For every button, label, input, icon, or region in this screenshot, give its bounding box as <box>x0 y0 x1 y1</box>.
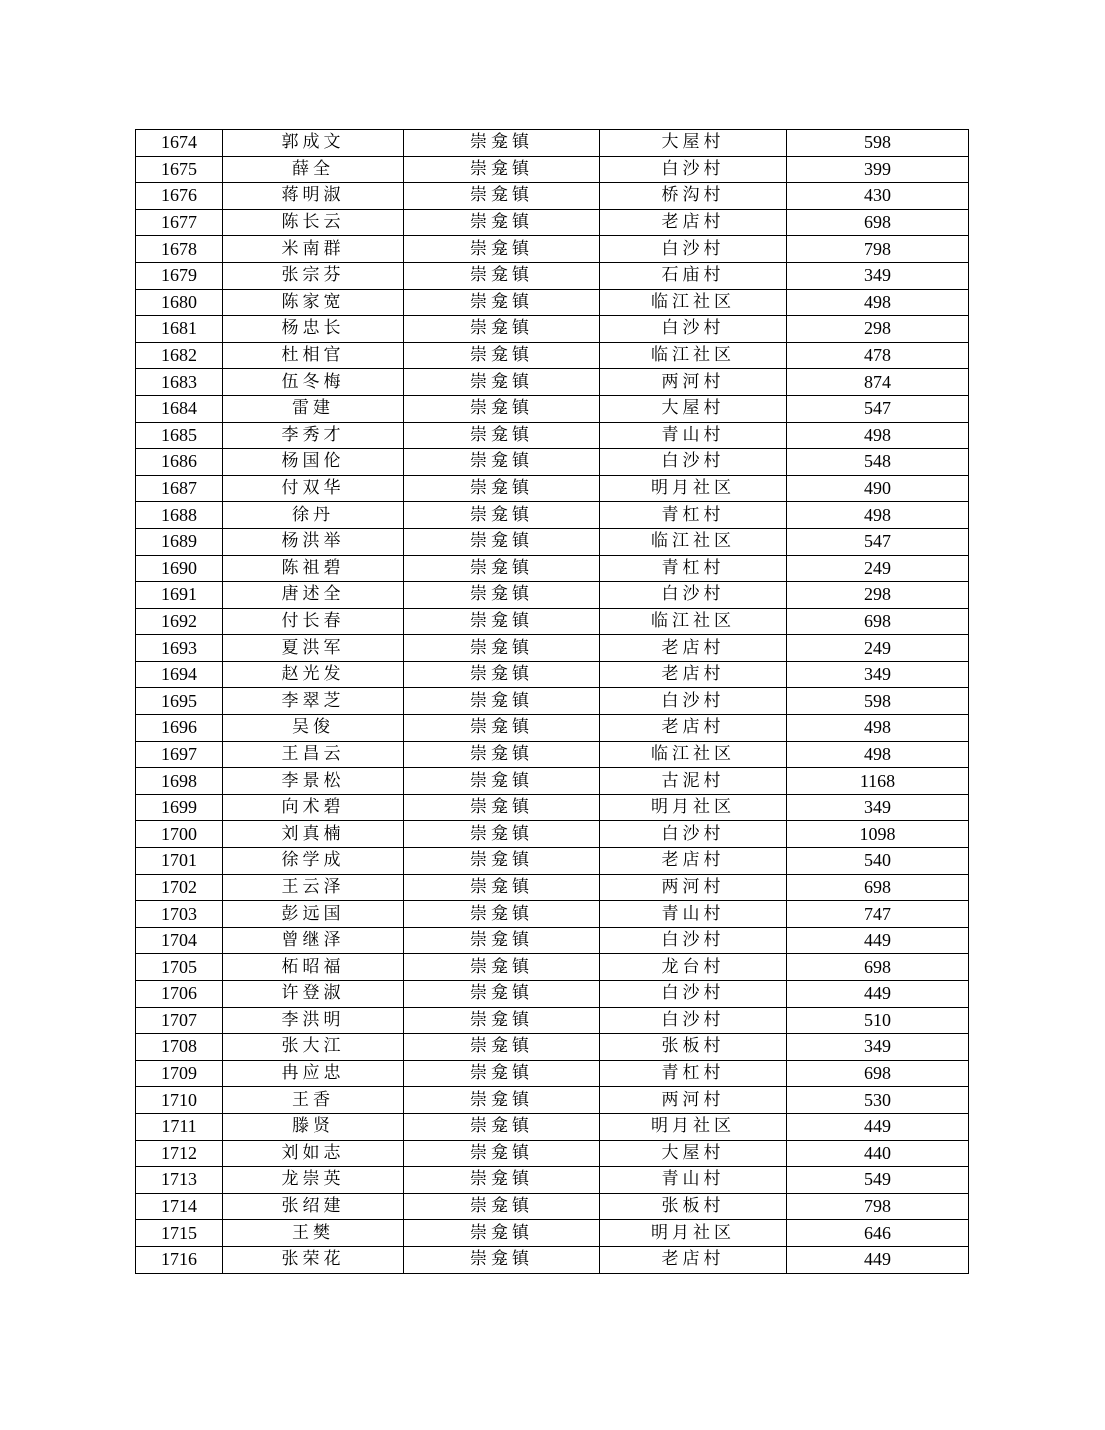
village-cell: 白沙村 <box>600 236 787 263</box>
village-cell: 白沙村 <box>600 1007 787 1034</box>
town-cell: 崇龛镇 <box>404 236 600 263</box>
table-row <box>136 475 969 502</box>
person-name-cell: 郭成文 <box>223 130 404 157</box>
village-cell: 大屋村 <box>600 130 787 157</box>
town-cell: 崇龛镇 <box>404 1246 600 1273</box>
village-cell: 石庙村 <box>600 262 787 289</box>
table-row <box>136 821 969 848</box>
person-name-cell: 李翠芝 <box>223 688 404 715</box>
village-cell: 两河村 <box>600 874 787 901</box>
table-row <box>136 183 969 210</box>
person-name-cell: 米南群 <box>223 236 404 263</box>
row-number-cell: 1687 <box>136 475 223 502</box>
table-row <box>136 981 969 1008</box>
row-number-cell: 1697 <box>136 741 223 768</box>
row-number-cell: 1715 <box>136 1220 223 1247</box>
table-row <box>136 848 969 875</box>
village-cell: 龙台村 <box>600 954 787 981</box>
row-number-cell: 1708 <box>136 1034 223 1061</box>
row-number-cell: 1674 <box>136 130 223 157</box>
table-body <box>136 130 969 1274</box>
table-row <box>136 1034 969 1061</box>
amount-cell: 498 <box>787 502 969 529</box>
amount-cell: 598 <box>787 688 969 715</box>
village-cell: 白沙村 <box>600 156 787 183</box>
village-cell: 临江社区 <box>600 528 787 555</box>
amount-cell: 449 <box>787 927 969 954</box>
person-name-cell: 杨忠长 <box>223 316 404 343</box>
row-number-cell: 1694 <box>136 661 223 688</box>
amount-cell: 698 <box>787 209 969 236</box>
row-number-cell: 1696 <box>136 715 223 742</box>
person-name-cell: 王香 <box>223 1087 404 1114</box>
town-cell: 崇龛镇 <box>404 768 600 795</box>
row-number-cell: 1682 <box>136 342 223 369</box>
town-cell: 崇龛镇 <box>404 1113 600 1140</box>
amount-cell: 698 <box>787 954 969 981</box>
town-cell: 崇龛镇 <box>404 661 600 688</box>
village-cell: 古泥村 <box>600 768 787 795</box>
row-number-cell: 1704 <box>136 927 223 954</box>
person-name-cell: 付双华 <box>223 475 404 502</box>
table-row <box>136 1167 969 1194</box>
row-number-cell: 1692 <box>136 608 223 635</box>
table-row <box>136 901 969 928</box>
town-cell: 崇龛镇 <box>404 342 600 369</box>
town-cell: 崇龛镇 <box>404 688 600 715</box>
table-row <box>136 316 969 343</box>
person-name-cell: 陈祖碧 <box>223 555 404 582</box>
village-cell: 青山村 <box>600 1167 787 1194</box>
town-cell: 崇龛镇 <box>404 316 600 343</box>
person-name-cell: 徐学成 <box>223 848 404 875</box>
row-number-cell: 1688 <box>136 502 223 529</box>
amount-cell: 399 <box>787 156 969 183</box>
table-row <box>136 528 969 555</box>
person-name-cell: 薛全 <box>223 156 404 183</box>
town-cell: 崇龛镇 <box>404 635 600 662</box>
town-cell: 崇龛镇 <box>404 528 600 555</box>
table-row <box>136 1246 969 1273</box>
town-cell: 崇龛镇 <box>404 1007 600 1034</box>
table-row <box>136 1060 969 1087</box>
table-row <box>136 1087 969 1114</box>
town-cell: 崇龛镇 <box>404 927 600 954</box>
town-cell: 崇龛镇 <box>404 1060 600 1087</box>
town-cell: 崇龛镇 <box>404 715 600 742</box>
row-number-cell: 1683 <box>136 369 223 396</box>
person-name-cell: 李景松 <box>223 768 404 795</box>
table-row <box>136 954 969 981</box>
amount-cell: 698 <box>787 608 969 635</box>
person-name-cell: 龙崇英 <box>223 1167 404 1194</box>
village-cell: 白沙村 <box>600 449 787 476</box>
person-name-cell: 刘真楠 <box>223 821 404 848</box>
row-number-cell: 1677 <box>136 209 223 236</box>
town-cell: 崇龛镇 <box>404 954 600 981</box>
village-cell: 明月社区 <box>600 1220 787 1247</box>
person-name-cell: 吴俊 <box>223 715 404 742</box>
person-name-cell: 陈长云 <box>223 209 404 236</box>
row-number-cell: 1703 <box>136 901 223 928</box>
amount-cell: 646 <box>787 1220 969 1247</box>
amount-cell: 349 <box>787 262 969 289</box>
table-row <box>136 449 969 476</box>
amount-cell: 547 <box>787 528 969 555</box>
person-name-cell: 王樊 <box>223 1220 404 1247</box>
person-name-cell: 徐丹 <box>223 502 404 529</box>
row-number-cell: 1695 <box>136 688 223 715</box>
row-number-cell: 1675 <box>136 156 223 183</box>
person-name-cell: 唐述全 <box>223 582 404 609</box>
town-cell: 崇龛镇 <box>404 1034 600 1061</box>
village-cell: 白沙村 <box>600 927 787 954</box>
town-cell: 崇龛镇 <box>404 156 600 183</box>
row-number-cell: 1701 <box>136 848 223 875</box>
amount-cell: 449 <box>787 981 969 1008</box>
amount-cell: 298 <box>787 316 969 343</box>
row-number-cell: 1705 <box>136 954 223 981</box>
table-row <box>136 262 969 289</box>
town-cell: 崇龛镇 <box>404 289 600 316</box>
row-number-cell: 1698 <box>136 768 223 795</box>
village-cell: 明月社区 <box>600 475 787 502</box>
village-cell: 临江社区 <box>600 289 787 316</box>
person-name-cell: 向术碧 <box>223 794 404 821</box>
table-row <box>136 635 969 662</box>
town-cell: 崇龛镇 <box>404 608 600 635</box>
amount-cell: 598 <box>787 130 969 157</box>
town-cell: 崇龛镇 <box>404 209 600 236</box>
amount-cell: 349 <box>787 661 969 688</box>
table-row <box>136 236 969 263</box>
village-cell: 临江社区 <box>600 608 787 635</box>
table-row <box>136 1220 969 1247</box>
town-cell: 崇龛镇 <box>404 449 600 476</box>
amount-cell: 430 <box>787 183 969 210</box>
row-number-cell: 1689 <box>136 528 223 555</box>
town-cell: 崇龛镇 <box>404 1167 600 1194</box>
table-row <box>136 1140 969 1167</box>
row-number-cell: 1710 <box>136 1087 223 1114</box>
amount-cell: 1098 <box>787 821 969 848</box>
town-cell: 崇龛镇 <box>404 1087 600 1114</box>
town-cell: 崇龛镇 <box>404 1220 600 1247</box>
person-name-cell: 刘如志 <box>223 1140 404 1167</box>
table-row <box>136 582 969 609</box>
village-cell: 明月社区 <box>600 1113 787 1140</box>
village-cell: 白沙村 <box>600 582 787 609</box>
row-number-cell: 1685 <box>136 422 223 449</box>
person-name-cell: 夏洪军 <box>223 635 404 662</box>
person-name-cell: 张大江 <box>223 1034 404 1061</box>
village-cell: 明月社区 <box>600 794 787 821</box>
village-cell: 张板村 <box>600 1193 787 1220</box>
town-cell: 崇龛镇 <box>404 369 600 396</box>
table-row <box>136 768 969 795</box>
village-cell: 青杠村 <box>600 502 787 529</box>
row-number-cell: 1681 <box>136 316 223 343</box>
row-number-cell: 1684 <box>136 395 223 422</box>
person-name-cell: 冉应忠 <box>223 1060 404 1087</box>
table-row <box>136 156 969 183</box>
town-cell: 崇龛镇 <box>404 794 600 821</box>
table-row <box>136 369 969 396</box>
person-name-cell: 雷建 <box>223 395 404 422</box>
row-number-cell: 1680 <box>136 289 223 316</box>
table-row <box>136 715 969 742</box>
village-cell: 老店村 <box>600 661 787 688</box>
table-row <box>136 502 969 529</box>
person-name-cell: 许登淑 <box>223 981 404 1008</box>
village-cell: 老店村 <box>600 635 787 662</box>
row-number-cell: 1702 <box>136 874 223 901</box>
table-row <box>136 608 969 635</box>
amount-cell: 449 <box>787 1246 969 1273</box>
row-number-cell: 1699 <box>136 794 223 821</box>
amount-cell: 498 <box>787 715 969 742</box>
amount-cell: 540 <box>787 848 969 875</box>
amount-cell: 698 <box>787 874 969 901</box>
row-number-cell: 1713 <box>136 1167 223 1194</box>
town-cell: 崇龛镇 <box>404 130 600 157</box>
person-name-cell: 杜相官 <box>223 342 404 369</box>
person-name-cell: 张宗芬 <box>223 262 404 289</box>
amount-cell: 549 <box>787 1167 969 1194</box>
row-number-cell: 1693 <box>136 635 223 662</box>
person-name-cell: 彭远国 <box>223 901 404 928</box>
row-number-cell: 1691 <box>136 582 223 609</box>
amount-cell: 547 <box>787 395 969 422</box>
town-cell: 崇龛镇 <box>404 848 600 875</box>
table-row <box>136 289 969 316</box>
amount-cell: 747 <box>787 901 969 928</box>
village-cell: 桥沟村 <box>600 183 787 210</box>
village-cell: 老店村 <box>600 848 787 875</box>
town-cell: 崇龛镇 <box>404 422 600 449</box>
amount-cell: 478 <box>787 342 969 369</box>
row-number-cell: 1707 <box>136 1007 223 1034</box>
row-number-cell: 1676 <box>136 183 223 210</box>
village-cell: 青山村 <box>600 422 787 449</box>
table-row <box>136 1113 969 1140</box>
row-number-cell: 1712 <box>136 1140 223 1167</box>
village-cell: 两河村 <box>600 1087 787 1114</box>
table-row <box>136 661 969 688</box>
amount-cell: 490 <box>787 475 969 502</box>
amount-cell: 698 <box>787 1060 969 1087</box>
person-name-cell: 陈家宽 <box>223 289 404 316</box>
person-name-cell: 付长春 <box>223 608 404 635</box>
town-cell: 崇龛镇 <box>404 1193 600 1220</box>
amount-cell: 298 <box>787 582 969 609</box>
row-number-cell: 1711 <box>136 1113 223 1140</box>
table-row <box>136 209 969 236</box>
amount-cell: 249 <box>787 635 969 662</box>
amount-cell: 449 <box>787 1113 969 1140</box>
village-cell: 白沙村 <box>600 316 787 343</box>
person-name-cell: 王昌云 <box>223 741 404 768</box>
town-cell: 崇龛镇 <box>404 555 600 582</box>
village-cell: 老店村 <box>600 1246 787 1273</box>
person-name-cell: 赵光发 <box>223 661 404 688</box>
amount-cell: 798 <box>787 236 969 263</box>
row-number-cell: 1686 <box>136 449 223 476</box>
village-cell: 老店村 <box>600 715 787 742</box>
village-cell: 张板村 <box>600 1034 787 1061</box>
town-cell: 崇龛镇 <box>404 582 600 609</box>
table-row <box>136 1007 969 1034</box>
person-name-cell: 张荣花 <box>223 1246 404 1273</box>
amount-cell: 498 <box>787 289 969 316</box>
person-name-cell: 蒋明淑 <box>223 183 404 210</box>
amount-cell: 440 <box>787 1140 969 1167</box>
table-row <box>136 422 969 449</box>
row-number-cell: 1716 <box>136 1246 223 1273</box>
amount-cell: 249 <box>787 555 969 582</box>
village-cell: 青山村 <box>600 901 787 928</box>
row-number-cell: 1690 <box>136 555 223 582</box>
table-row <box>136 741 969 768</box>
amount-cell: 349 <box>787 794 969 821</box>
table-row <box>136 1193 969 1220</box>
person-name-cell: 滕贤 <box>223 1113 404 1140</box>
person-name-cell: 曾继泽 <box>223 927 404 954</box>
village-cell: 青杠村 <box>600 555 787 582</box>
person-name-cell: 张绍建 <box>223 1193 404 1220</box>
town-cell: 崇龛镇 <box>404 262 600 289</box>
person-name-cell: 李洪明 <box>223 1007 404 1034</box>
village-cell: 青杠村 <box>600 1060 787 1087</box>
person-name-cell: 伍冬梅 <box>223 369 404 396</box>
amount-cell: 510 <box>787 1007 969 1034</box>
row-number-cell: 1679 <box>136 262 223 289</box>
amount-cell: 798 <box>787 1193 969 1220</box>
village-cell: 临江社区 <box>600 741 787 768</box>
row-number-cell: 1700 <box>136 821 223 848</box>
town-cell: 崇龛镇 <box>404 874 600 901</box>
town-cell: 崇龛镇 <box>404 183 600 210</box>
table-row <box>136 874 969 901</box>
village-cell: 两河村 <box>600 369 787 396</box>
table-row <box>136 794 969 821</box>
row-number-cell: 1706 <box>136 981 223 1008</box>
village-cell: 白沙村 <box>600 821 787 848</box>
town-cell: 崇龛镇 <box>404 981 600 1008</box>
amount-cell: 498 <box>787 422 969 449</box>
row-number-cell: 1709 <box>136 1060 223 1087</box>
amount-cell: 874 <box>787 369 969 396</box>
table-row <box>136 395 969 422</box>
village-cell: 临江社区 <box>600 342 787 369</box>
village-cell: 白沙村 <box>600 688 787 715</box>
town-cell: 崇龛镇 <box>404 395 600 422</box>
amount-cell: 498 <box>787 741 969 768</box>
row-number-cell: 1678 <box>136 236 223 263</box>
town-cell: 崇龛镇 <box>404 475 600 502</box>
village-cell: 白沙村 <box>600 981 787 1008</box>
town-cell: 崇龛镇 <box>404 1140 600 1167</box>
town-cell: 崇龛镇 <box>404 821 600 848</box>
village-cell: 大屋村 <box>600 1140 787 1167</box>
table-row <box>136 130 969 157</box>
person-name-cell: 杨国伦 <box>223 449 404 476</box>
village-cell: 大屋村 <box>600 395 787 422</box>
person-name-cell: 杨洪举 <box>223 528 404 555</box>
beneficiary-table <box>135 129 969 1274</box>
amount-cell: 530 <box>787 1087 969 1114</box>
person-name-cell: 柘昭福 <box>223 954 404 981</box>
table-row <box>136 688 969 715</box>
town-cell: 崇龛镇 <box>404 901 600 928</box>
amount-cell: 1168 <box>787 768 969 795</box>
town-cell: 崇龛镇 <box>404 502 600 529</box>
amount-cell: 548 <box>787 449 969 476</box>
town-cell: 崇龛镇 <box>404 741 600 768</box>
person-name-cell: 王云泽 <box>223 874 404 901</box>
person-name-cell: 李秀才 <box>223 422 404 449</box>
amount-cell: 349 <box>787 1034 969 1061</box>
table-row <box>136 555 969 582</box>
row-number-cell: 1714 <box>136 1193 223 1220</box>
village-cell: 老店村 <box>600 209 787 236</box>
table-row <box>136 342 969 369</box>
table-row <box>136 927 969 954</box>
